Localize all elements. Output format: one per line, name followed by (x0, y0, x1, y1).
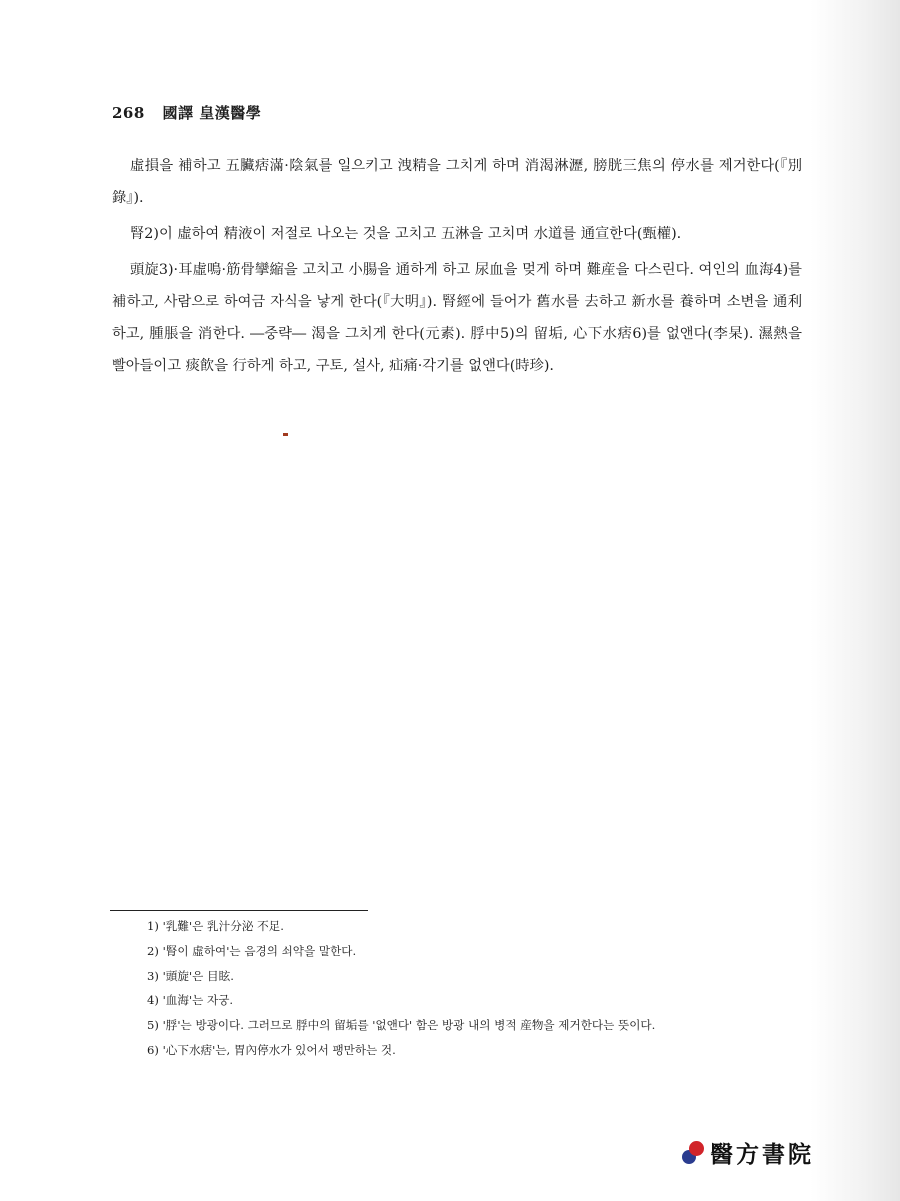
paragraph: 頭旋3)·耳虛鳴·筋骨攣縮을 고치고 小腸을 通하게 하고 尿血을 멎게 하며 難産을 다스린다. 여인의 血海4)를 補하고, 사람으로 하여금 자식을 낳게 한다(『大明』). 腎經에 들어가 舊水를 去하고 新水를 養하며 소변을 通利하고, 腫脹을 消한다. ―중략― 渴을 그치게 한다(元素). 脬中5)의 留垢, 心下水痞6)를 없앤다(李杲). 濕熱을 빨아들이고 痰飮을 行하게 하고, 구토, 설사, 疝痛·각기를 없앤다(時珍). (112, 262, 807, 374)
footnote: 3) '頭旋'은 目眩. (147, 968, 234, 983)
footnote-divider (110, 910, 368, 911)
page-number: 268 (112, 104, 145, 122)
footnote: 6) '心下水痞'는, 胃內停水가 있어서 팽만하는 것. (147, 1042, 396, 1057)
footnote: 5) '脬'는 방광이다. 그러므로 脬中의 留垢를 '없앤다' 함은 방광 내의 병적 産物을 제거한다는 뜻이다. (147, 1018, 656, 1033)
paragraph: 腎2)이 虛하여 精液이 저절로 나오는 것을 고치고 五淋을 고치며 水道를 通宣한다(甄權). (130, 226, 682, 242)
page-header (112, 102, 261, 123)
main-text (112, 150, 807, 386)
publisher-name: 醫方書院 (710, 1142, 814, 1168)
footnote: 2) '腎이 虛하여'는 음경의 쇠약을 말한다. (147, 943, 357, 958)
book-title: 國譯 皇漢醫學 (162, 104, 262, 122)
publisher-logo (682, 1136, 814, 1169)
paragraph: 虛損을 補하고 五臟痞滿·陰氣를 일으키고 洩精을 그치게 하며 消渴淋瀝, 膀胱三焦의 停水를 제거한다(『別錄』). (112, 158, 802, 206)
footnote: 1) '乳難'은 乳汁分泌 不足. (147, 919, 284, 933)
footnotes (147, 914, 827, 1063)
taegeuk-icon (682, 1141, 706, 1165)
print-speck (283, 433, 288, 436)
footnote: 4) '血海'는 자궁. (147, 993, 234, 1008)
